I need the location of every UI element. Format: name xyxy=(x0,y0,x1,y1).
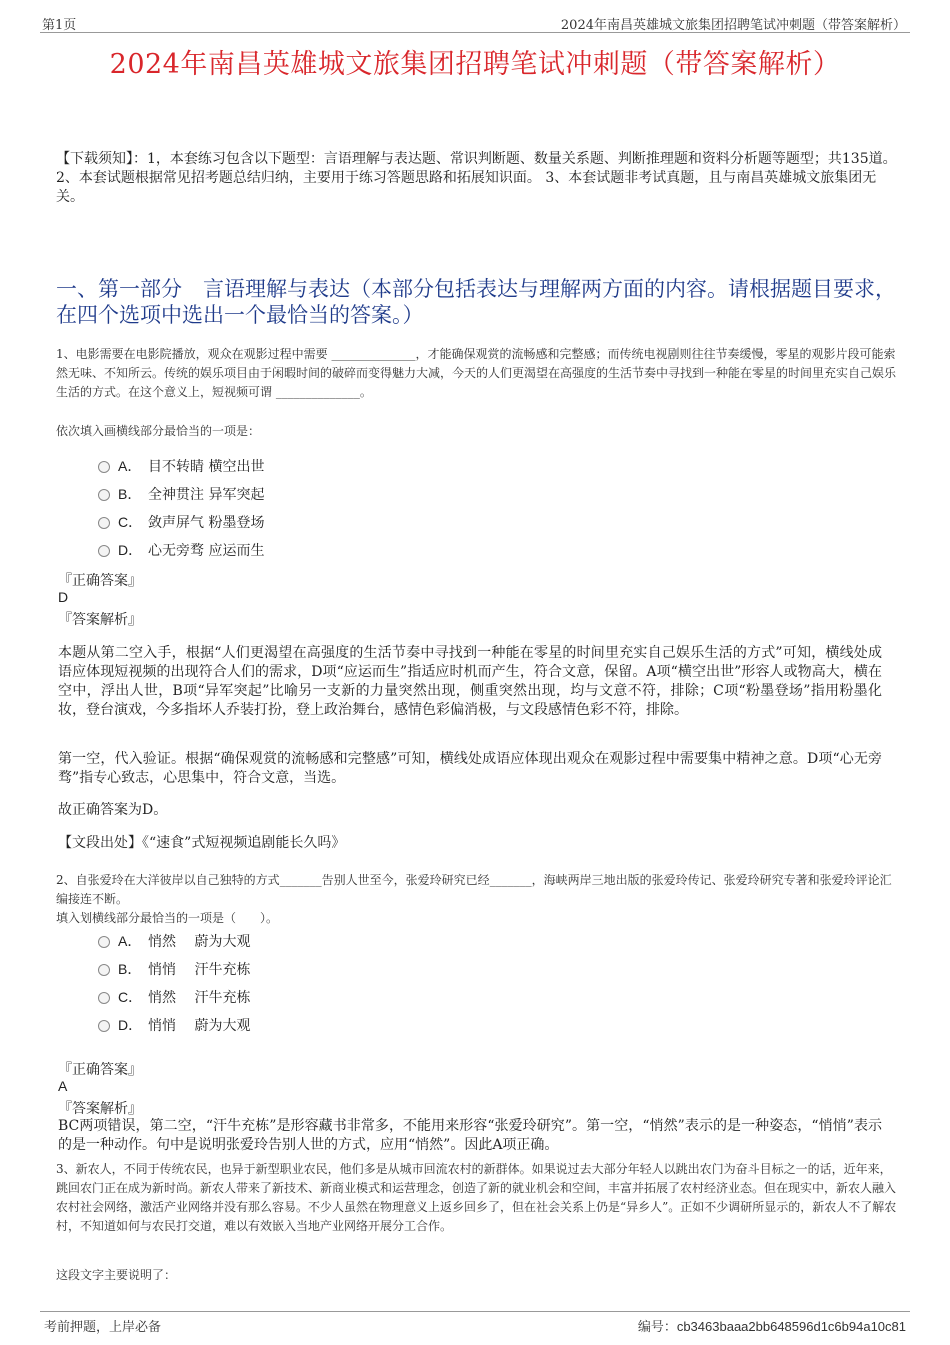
q1-analysis-label: 『答案解析』 xyxy=(58,612,142,628)
radio-icon[interactable] xyxy=(98,936,110,948)
q2-option-d[interactable]: D． 悄悄 蔚为大观 xyxy=(98,1014,250,1036)
radio-icon[interactable] xyxy=(98,517,110,529)
header-doc-title: 2024年南昌英雄城文旅集团招聘笔试冲刺题（带答案解析） xyxy=(560,18,906,33)
download-notice: 【下载须知】：1，本套练习包含以下题型：言语理解与表达题、常识判断题、数量关系题、判断推理题和资料分析题等题型；共135道。 2、本套试题根据常见招考题总结归纳，主要用于练习答题思路和拓展知识面。 3、本套试题非考试真题，且与南昌英雄城文旅集团无关。 xyxy=(56,151,897,205)
q2-answer-label: 『正确答案』 xyxy=(58,1062,142,1078)
q1-answer-label: 『正确答案』 xyxy=(58,573,142,589)
page-title: 2024年南昌英雄城文旅集团招聘笔试冲刺题（带答案解析） xyxy=(109,49,841,80)
page-footer xyxy=(40,1311,910,1336)
q2-option-c[interactable]: C． 悄然 汗牛充栋 xyxy=(98,986,250,1008)
footer-code: 编号：cb3463baaa2bb648596d1c6b94a10c81 xyxy=(637,1319,906,1335)
q1-option-b[interactable]: B． 全神贯注 异军突起 xyxy=(98,483,264,505)
page-header xyxy=(40,10,910,33)
q1-source: 【文段出处】《“速食”式短视频追剧能长久吗》 xyxy=(58,835,346,851)
question-3-prompt: 这段文字主要说明了： xyxy=(56,1268,177,1282)
section-heading: 一、第一部分 言语理解与表达（本部分包括表达与理解两方面的内容。请根据题目要求，在四个选项中选出一个最恰当的答案。） xyxy=(56,277,896,327)
q1-option-d[interactable]: D． 心无旁骛 应运而生 xyxy=(98,539,264,561)
radio-icon[interactable] xyxy=(98,1020,110,1032)
q1-analysis-paragraph-2: 第一空，代入验证。根据“确保观赏的流畅感和完整感”可知，横线处成语应体现出观众在观影过程中需要集中精神之意。D项“心无旁骛”指专心致志，心思集中，符合文意，当选。 xyxy=(58,751,882,786)
q1-option-a[interactable]: A． 目不转睛 横空出世 xyxy=(98,455,264,477)
question-2-stem: 2、自张爱玲在大洋彼岸以自己独特的方式_______告别人世至今，张爱玲研究已经_______，海峡两岸三地出版的张爱玲传记、张爱玲研究专著和张爱玲评论汇编接连不断。 xyxy=(56,873,892,906)
question-1-prompt: 依次填入画横线部分最恰当的一项是： xyxy=(56,424,261,438)
page-number: 第1页 xyxy=(42,18,77,33)
q1-analysis-paragraph-1: 本题从第二空入手，根据“人们更渴望在高强度的生活节奏中寻找到一种能在零星的时间里充实自己娱乐生活的方式”可知，横线处成语应体现短视频的出现符合人们的需求，D项“应运而生”指适应时机而产生，符合文意，保留。A项“横空出世”形容人或物高大，横在空中，浮出人世，B项“异军突起”比喻另一支新的力量突然出现，侧重突然出现，均与文意不符，排除；C项“粉墨登场”指用粉墨化妆，登台演戏，今多指坏人乔装打扮，登上政治舞台，感情色彩偏消极，与文段感情色彩不符，排除。 xyxy=(58,645,882,718)
q2-option-a[interactable]: A． 悄然 蔚为大观 xyxy=(98,930,250,952)
q1-analysis-conclusion: 故正确答案为D。 xyxy=(58,802,168,818)
radio-icon[interactable] xyxy=(98,489,110,501)
q2-analysis: BC两项错误，第二空，“汗牛充栋”是形容藏书非常多，不能用来形容“张爱玲研究”。第一空，“悄然”表示的是一种姿态，“悄悄”表示的是一种动作。句中是说明张爱玲告别人世的方式，应用“悄然”。因此A项正确。 xyxy=(58,1118,882,1153)
radio-icon[interactable] xyxy=(98,992,110,1004)
q1-option-c[interactable]: C． 敛声屏气 粉墨登场 xyxy=(98,511,264,533)
q1-answer: D xyxy=(58,589,69,605)
q2-analysis-label: 『答案解析』 xyxy=(58,1101,142,1117)
radio-icon[interactable] xyxy=(98,545,110,557)
q2-answer: A xyxy=(58,1078,68,1094)
question-3-stem: 3、新农人，不同于传统农民，也异于新型职业农民，他们多是从城市回流农村的新群体。如果说过去大部分年轻人以跳出农门为奋斗目标之一的话，近年来，跳回农门正在成为新时尚。新农人带来了新技术、新商业模式和运营理念，创造了新的就业机会和空间，丰富并拓展了农村经济业态。但在现实中，新农人融入农村社会网络，激活产业网络并没有那么容易。不少人虽然在物理意义上返乡回乡了，但在社会关系上仍是“异乡人”。正如不少调研所显示的，新农人不了解农村，不知道如何与农民打交道，难以有效嵌入当地产业网络开展分工合作。 xyxy=(56,1162,897,1233)
question-1-stem: 1、电影需要在电影院播放，观众在观影过程中需要 ______________，才能确保观赏的流畅感和完整感；而传统电视剧则往往节奏缓慢，零星的观影片段可能索然无味、不知所云。传统的娱乐项目由于闲暇时间的破碎而变得魅力大减，今天的人们更渴望在高强度的生活节奏中寻找到一种能在零星的时间里充实自己娱乐生活的方式。在这个意义上，短视频可谓 ______________。 xyxy=(56,347,897,399)
radio-icon[interactable] xyxy=(98,461,110,473)
footer-slogan: 考前押题，上岸必备 xyxy=(44,1320,162,1335)
q2-option-b[interactable]: B． 悄悄 汗牛充栋 xyxy=(98,958,250,980)
radio-icon[interactable] xyxy=(98,964,110,976)
question-2-prompt: 填入划横线部分最恰当的一项是（ ）。 xyxy=(56,911,279,925)
